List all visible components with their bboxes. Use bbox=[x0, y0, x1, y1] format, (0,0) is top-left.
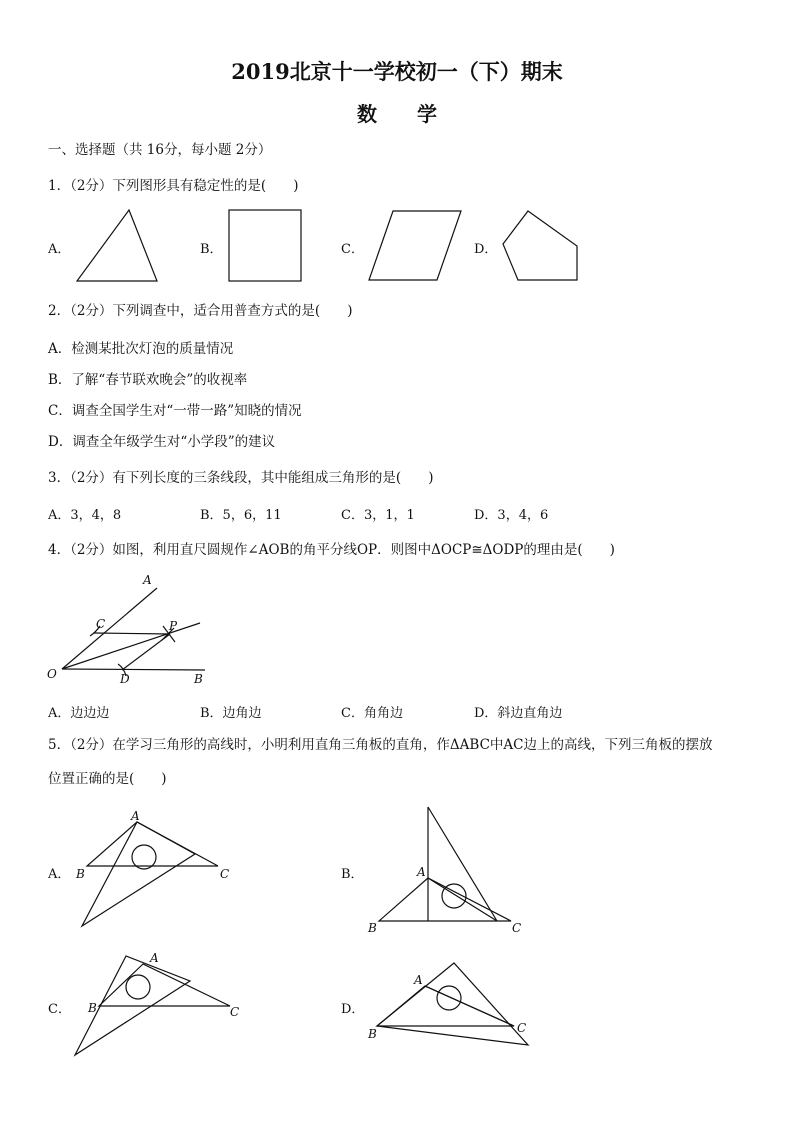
q5-option-a: A． bbox=[48, 867, 71, 882]
q3-option-a: A．3，4，8 bbox=[48, 508, 122, 523]
q5-figure-d bbox=[367, 963, 528, 1045]
q1-option-d: D． bbox=[474, 242, 498, 257]
q5-option-b: B． bbox=[341, 867, 364, 882]
q5-option-c: C． bbox=[48, 1002, 71, 1017]
paper-subject: 数学 bbox=[357, 102, 477, 126]
q5b-label-b: B bbox=[368, 921, 377, 935]
q4-label-b: B bbox=[194, 672, 203, 686]
q5-figure-b bbox=[367, 807, 521, 935]
q1-pentagon-figure bbox=[503, 211, 577, 280]
q5-figure-c bbox=[75, 951, 239, 1055]
q4-stem: 4．（2分）如图，利用直尺圆规作∠AOB的角平分线OP．则图中ΔOCP≅ΔODP的理由是( ) bbox=[48, 542, 615, 558]
q5a-label-b: B bbox=[76, 867, 85, 881]
q5c-label-c: C bbox=[230, 1005, 240, 1019]
q5-stem-line2: 位置正确的是( ) bbox=[48, 771, 167, 787]
q4-option-c: C．角角边 bbox=[341, 706, 403, 721]
q4-label-p: P bbox=[169, 619, 178, 633]
q3-option-c: C．3，1，1 bbox=[341, 508, 415, 523]
q3-option-b: B．5，6，11 bbox=[200, 508, 282, 523]
q5d-label-a: A bbox=[414, 973, 423, 987]
q1-option-a: A． bbox=[48, 242, 71, 257]
q5b-label-c: C bbox=[512, 921, 522, 935]
q1-triangle-figure bbox=[77, 210, 157, 281]
q5d-label-c: C bbox=[517, 1021, 527, 1035]
q5a-label-a: A bbox=[131, 809, 140, 823]
section-heading: 一、选择题（共 16分，每小题 2分） bbox=[48, 142, 272, 158]
q5c-label-a: A bbox=[150, 951, 159, 965]
q2-option-c: C．调查全国学生对“一带一路”知晓的情况 bbox=[48, 403, 302, 419]
q3-option-d: D．3，4，6 bbox=[474, 508, 549, 523]
q2-option-b: B．了解“春节联欢晚会”的收视率 bbox=[48, 372, 248, 388]
q4-label-d: D bbox=[120, 672, 130, 686]
q3-stem: 3．（2分）有下列长度的三条线段，其中能组成三角形的是( ) bbox=[48, 470, 434, 486]
q4-label-c: C bbox=[96, 617, 106, 631]
q2-option-a: A．检测某批次灯泡的质量情况 bbox=[48, 341, 234, 357]
q4-option-a: A．边边边 bbox=[48, 706, 110, 721]
q5a-label-c: C bbox=[220, 867, 230, 881]
q2-stem: 2．（2分）下列调查中，适合用普查方式的是( ) bbox=[48, 303, 353, 319]
q5-figure-a bbox=[75, 809, 229, 926]
q5-stem-line1: 5．（2分）在学习三角形的高线时，小明利用直角三角板的直角，作ΔABC中AC边上的高线，下列三角板的摆放 bbox=[48, 737, 713, 753]
q1-figures bbox=[0, 0, 794, 300]
q5-option-d: D． bbox=[341, 1002, 365, 1017]
q5c-label-b: B bbox=[88, 1001, 97, 1015]
q5d-label-b: B bbox=[368, 1027, 377, 1041]
q1-stem: 1．（2分）下列图形具有稳定性的是( ) bbox=[48, 178, 299, 194]
paper-title: 2019北京十一学校初一（下）期末 bbox=[231, 59, 563, 84]
q5-figures bbox=[0, 800, 794, 1070]
q5b-label-a: A bbox=[417, 865, 426, 879]
q4-option-d: D．斜边直角边 bbox=[474, 706, 563, 721]
q1-option-b: B． bbox=[200, 242, 223, 257]
q4-label-a: A bbox=[143, 573, 152, 587]
q1-square-figure bbox=[229, 210, 301, 281]
q1-parallelogram-figure bbox=[369, 211, 461, 280]
q4-label-o: O bbox=[47, 667, 57, 681]
q2-option-d: D．调查全年级学生对“小学段”的建议 bbox=[48, 434, 276, 450]
q4-angle-bisector-figure bbox=[0, 560, 260, 690]
q1-option-c: C． bbox=[341, 242, 364, 257]
q4-option-b: B．边角边 bbox=[200, 706, 262, 721]
